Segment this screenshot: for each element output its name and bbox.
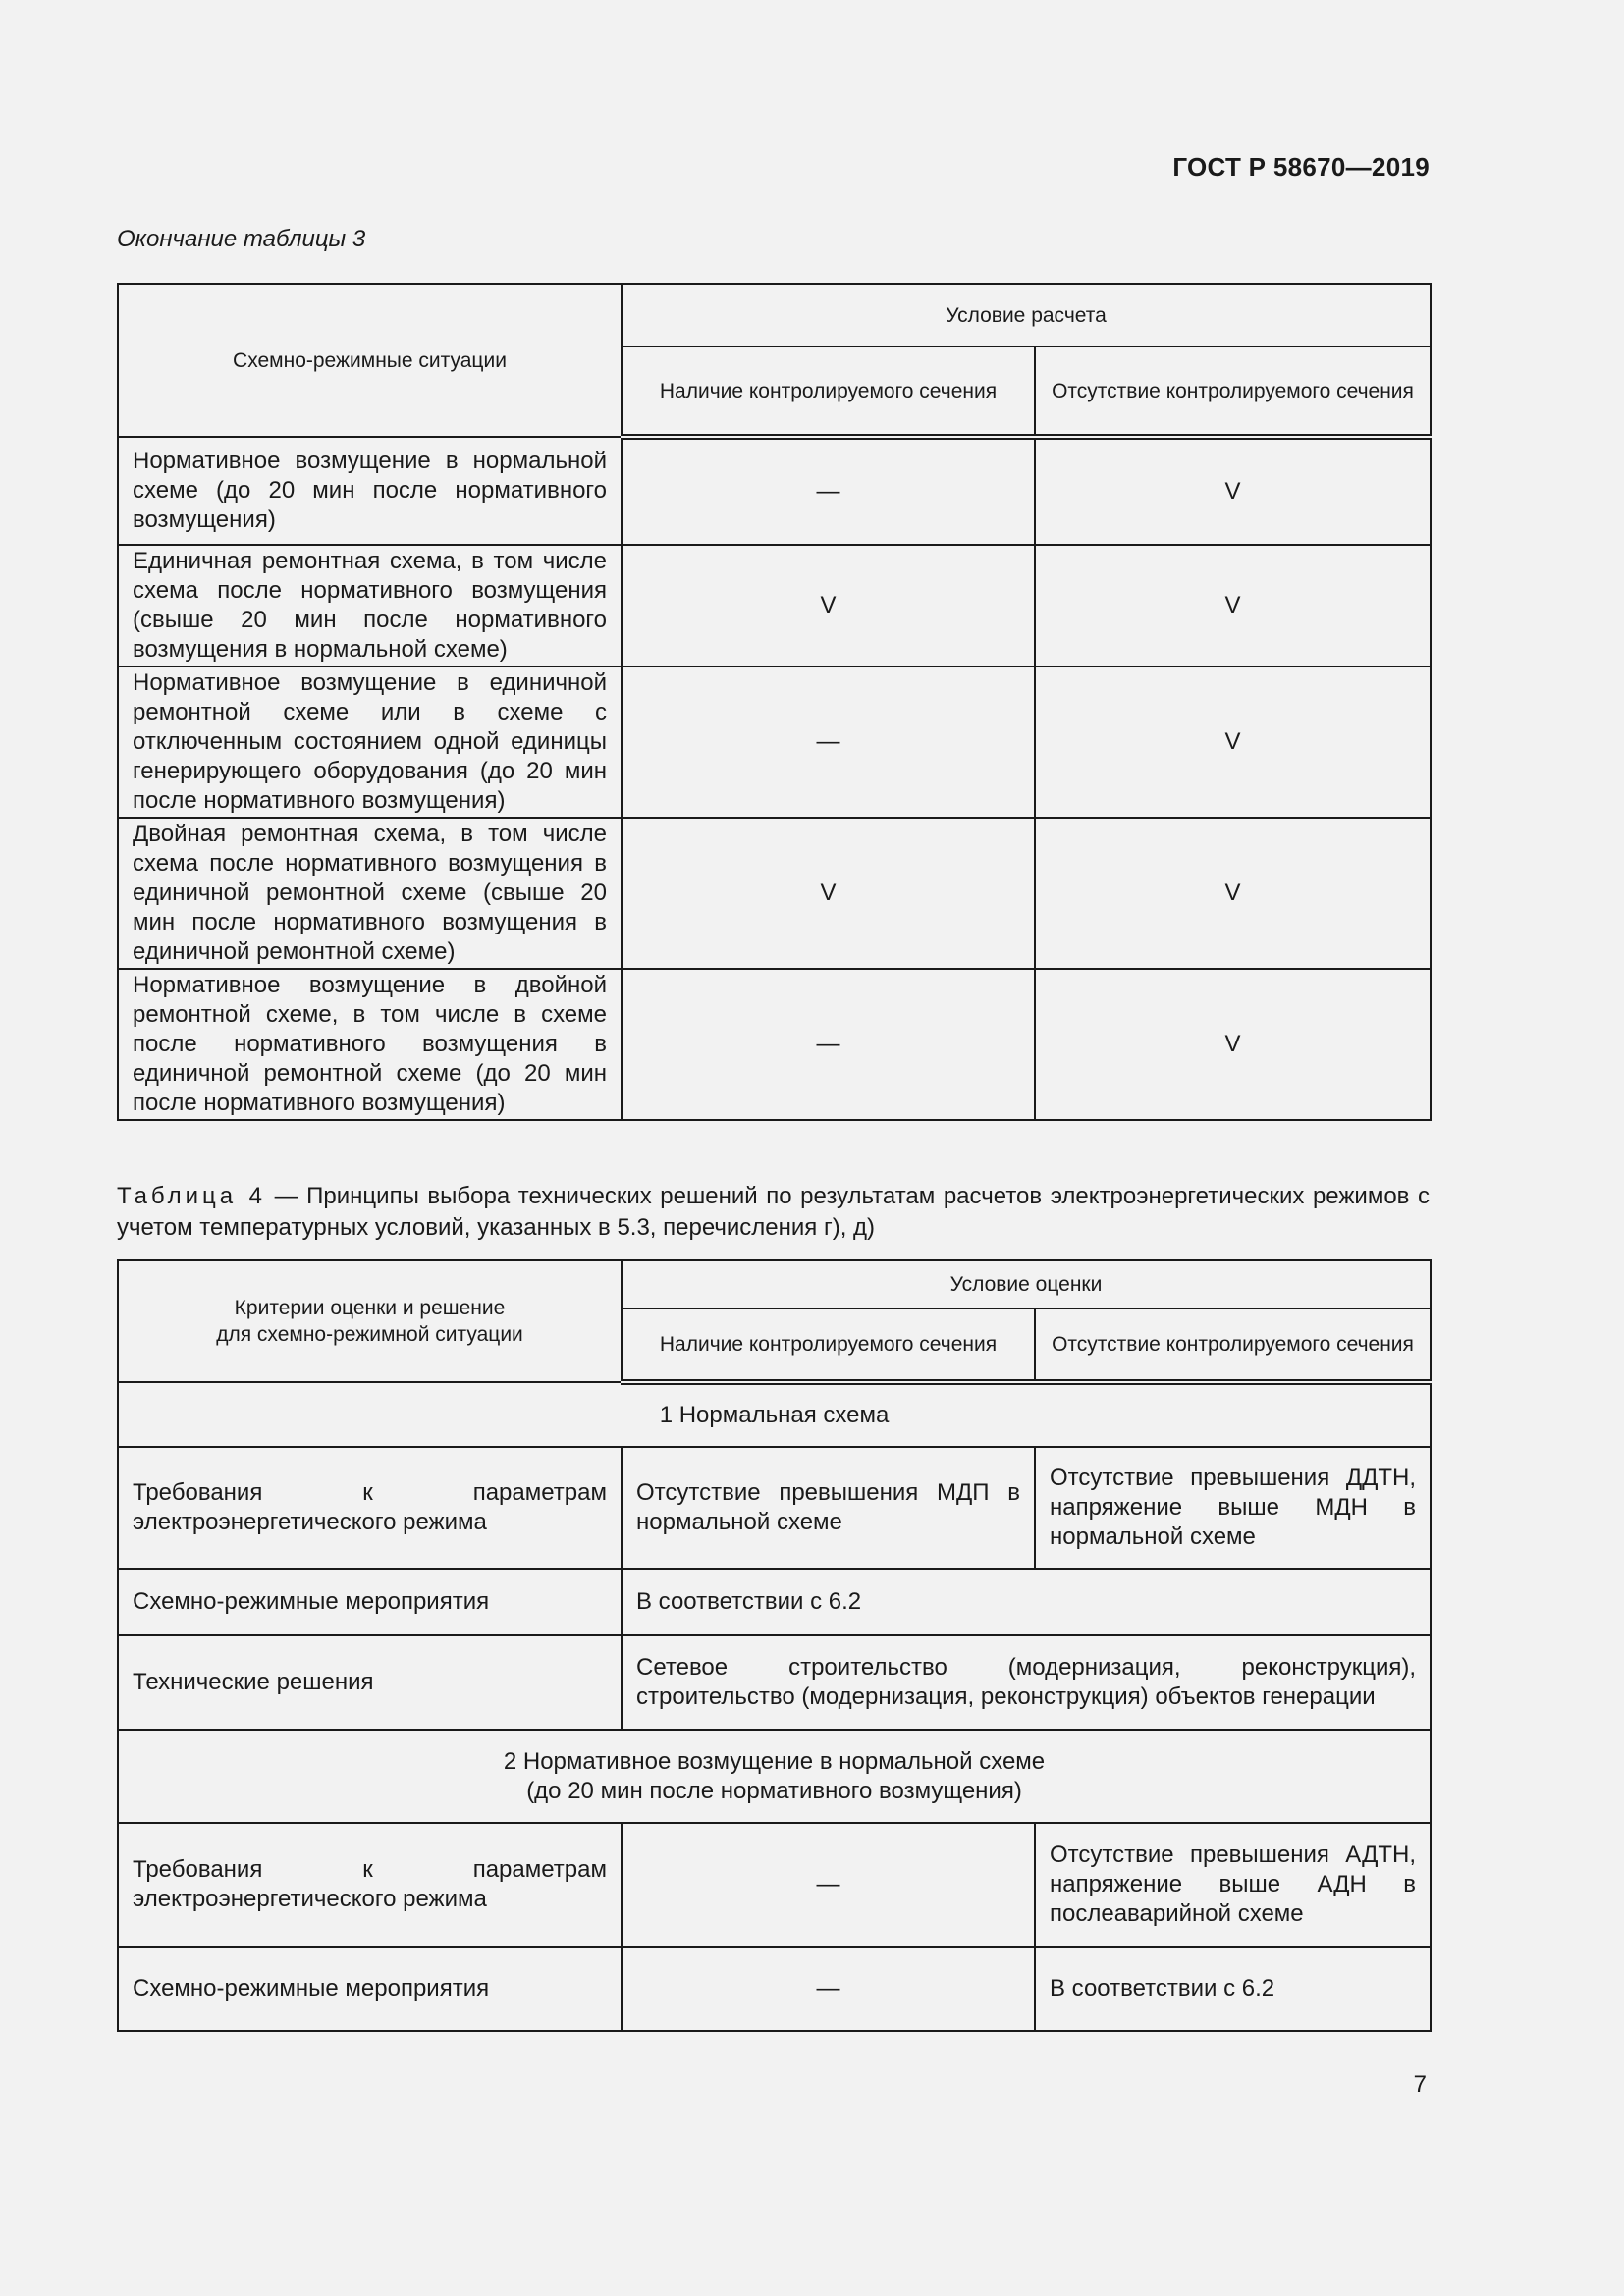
table3-header-condition: Условие расчета [622, 284, 1431, 347]
table4-header-without-section: Отсутствие контролируемого сечения [1035, 1308, 1431, 1382]
table4-section1-title: 1 Нормальная схема [118, 1382, 1431, 1447]
table4-caption-text: — Принципы выбора технических решений по результатам расчетов электроэнергетических режимов с учетом температурных условий, указанных в 5.3, перечисления г), д) [117, 1183, 1430, 1241]
table-row [118, 667, 1431, 818]
table3-situation-cell: Двойная ремонтная схема, в том числе схема после нормативного возмущения в единичной ремонтной схеме (свыше 20 мин после нормативного возмущения в единичной ремонтной схеме) [118, 818, 622, 969]
table3-without-cell: V [1035, 969, 1431, 1120]
table4-header-criteria-line1: Критерии оценки и решение [234, 1297, 506, 1319]
table4-s1-measures-value: В соответствии с 6.2 [622, 1569, 1431, 1635]
table4-header-condition: Условие оценки [622, 1260, 1431, 1308]
table3-without-cell: V [1035, 818, 1431, 969]
table-row [118, 1635, 1431, 1730]
table4-s1-tech-label: Технические решения [118, 1635, 622, 1730]
page-number: 7 [1413, 2071, 1427, 2098]
table4-s2-req-label: Требования к параметрам электроэнергетического режима [118, 1823, 622, 1947]
table3-with-cell: — [622, 437, 1035, 545]
table3-with-cell: — [622, 969, 1035, 1120]
table4-s1-req-with: Отсутствие превышения МДП в нормальной схеме [622, 1447, 1035, 1569]
table3-without-cell: V [1035, 667, 1431, 818]
table-row [118, 1569, 1431, 1635]
document-code: ГОСТ Р 58670—2019 [1172, 152, 1430, 182]
table-row [118, 1447, 1431, 1569]
table4-s2-measures-label: Схемно-режимные мероприятия [118, 1947, 622, 2031]
table4 [117, 1259, 1432, 2032]
table4-caption-label: Таблица 4 [117, 1183, 267, 1209]
table3-header-situation: Схемно-режимные ситуации [118, 284, 622, 437]
table4-section2-title-line2: (до 20 мин после нормативного возмущения) [526, 1777, 1022, 1804]
table4-header-with-section: Наличие контролируемого сечения [622, 1308, 1035, 1382]
table-row [118, 1947, 1431, 2031]
table-row [118, 545, 1431, 667]
table3-without-cell: V [1035, 545, 1431, 667]
table3-header-with-section: Наличие контролируемого сечения [622, 347, 1035, 437]
table3-situation-cell: Нормативное возмущение в нормальной схеме (до 20 мин после нормативного возмущения) [118, 437, 622, 545]
table4-header-criteria-line2: для схемно-режимной ситуации [216, 1323, 523, 1346]
table4-s1-req-without: Отсутствие превышения ДДТН, напряжение выше МДН в нормальной схеме [1035, 1447, 1431, 1569]
table3 [117, 283, 1432, 1121]
table3-situation-cell: Нормативное возмущение в единичной ремонтной схеме или в схеме с отключенным состоянием одной единицы генерирующего оборудования (до 20 мин после нормативного возмущения) [118, 667, 622, 818]
table-row [118, 1823, 1431, 1947]
table4-s1-req-label: Требования к параметрам электроэнергетического режима [118, 1447, 622, 1569]
table4-section2-title [118, 1730, 1431, 1823]
table-row [118, 969, 1431, 1120]
table4-s2-req-without: Отсутствие превышения АДТН, напряжение выше АДН в послеаварийной схеме [1035, 1823, 1431, 1947]
table-row [118, 437, 1431, 545]
table-row [118, 1730, 1431, 1823]
table4-s2-measures-without: В соответствии с 6.2 [1035, 1947, 1431, 2031]
table3-with-cell: — [622, 667, 1035, 818]
table4-s1-tech-value: Сетевое строительство (модернизация, реконструкция), строительство (модернизация, реконструкция) объектов генерации [622, 1635, 1431, 1730]
table4-header-criteria [118, 1260, 622, 1382]
table4-s2-measures-with: — [622, 1947, 1035, 2031]
table3-header-without-section: Отсутствие контролируемого сечения [1035, 347, 1431, 437]
table4-s2-req-with: — [622, 1823, 1035, 1947]
table-row [118, 1382, 1431, 1447]
table3-situation-cell: Единичная ремонтная схема, в том числе схема после нормативного возмущения (свыше 20 мин после нормативного возмущения в нормальной схеме) [118, 545, 622, 667]
table-row [118, 818, 1431, 969]
table4-s1-measures-label: Схемно-режимные мероприятия [118, 1569, 622, 1635]
table3-with-cell: V [622, 545, 1035, 667]
table4-section2-title-line1: 2 Нормативное возмущение в нормальной схеме [503, 1747, 1046, 1775]
table4-caption [117, 1181, 1430, 1244]
table3-continuation-title: Окончание таблицы 3 [117, 226, 366, 252]
table3-with-cell: V [622, 818, 1035, 969]
table3-without-cell: V [1035, 437, 1431, 545]
table3-situation-cell: Нормативное возмущение в двойной ремонтной схеме, в том числе в схеме после нормативного возмущения в единичной ремонтной схеме (до 20 мин после нормативного возмущения) [118, 969, 622, 1120]
